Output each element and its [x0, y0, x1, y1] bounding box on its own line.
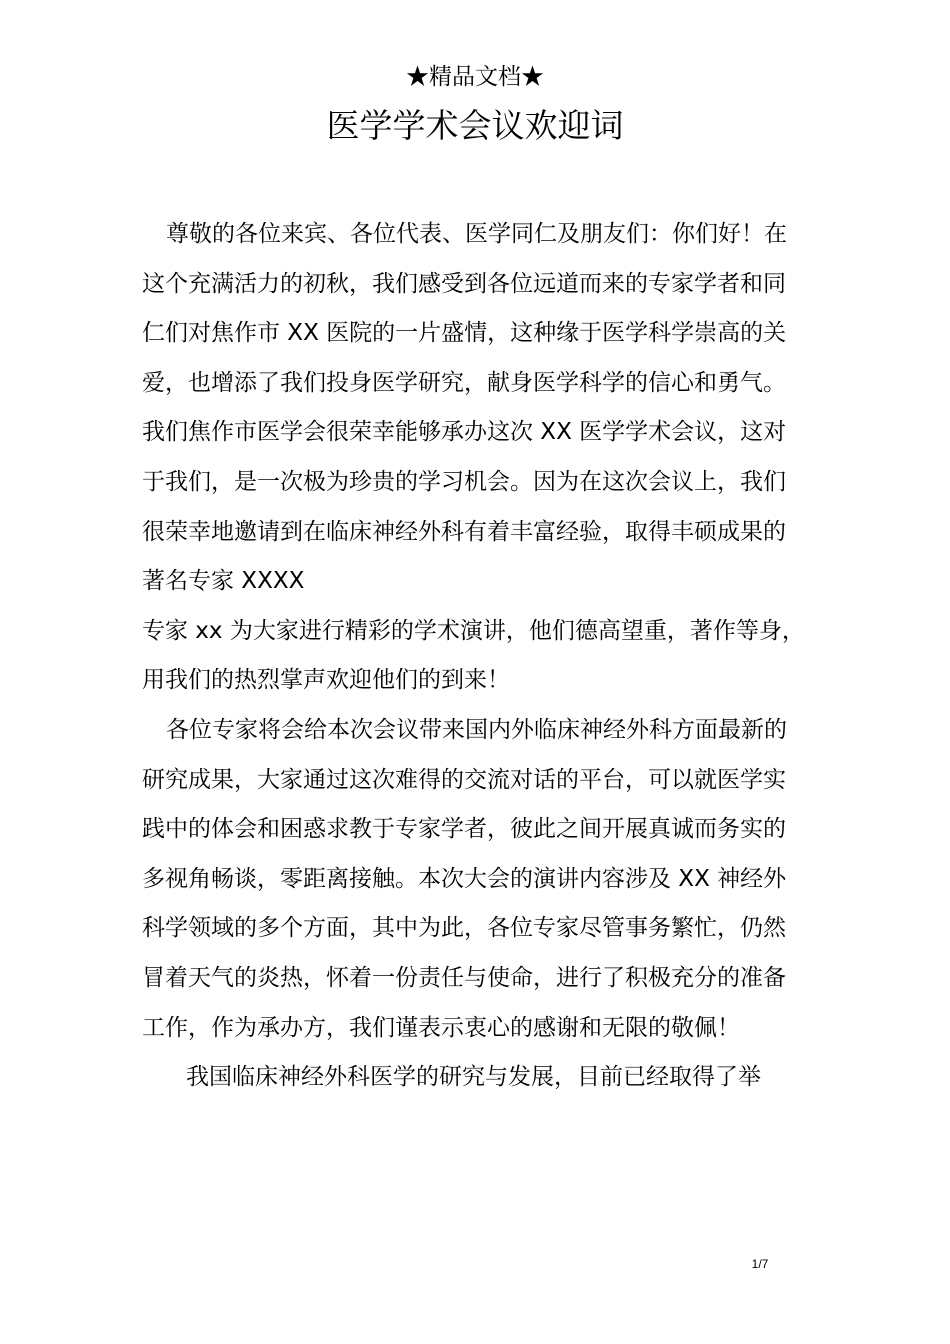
document-title: 医学学术会议欢迎词 — [326, 106, 624, 145]
body-line: 这个充满活力的初秋，我们感受到各位远道而来的专家学者和同 — [142, 270, 786, 297]
body-line: 研究成果，大家通过这次难得的交流对话的平台，可以就医学实 — [142, 766, 786, 793]
body-line: 用我们的热烈掌声欢迎他们的到来！ — [142, 667, 510, 694]
body-line: 各位专家将会给本次会议带来国内外临床神经外科方面最新的 — [166, 716, 787, 743]
body-line: 冒着天气的炎热，怀着一份责任与使命，进行了积极充分的准备 — [142, 964, 786, 991]
body-line: 仁们对焦作市 XX 医院的一片盛情，这种缘于医学科学崇高的关 — [142, 320, 787, 347]
body-line: 我国临床神经外科医学的研究与发展，目前已经取得了举 — [186, 1064, 761, 1091]
body-line: 多视角畅谈，零距离接触。本次大会的演讲内容涉及 XX 神经外 — [142, 865, 787, 892]
document-body — [142, 210, 832, 1103]
body-line: 科学领域的多个方面，其中为此，各位专家尽管事务繁忙，仍然 — [142, 915, 786, 942]
body-line: 著名专家 XXXX — [142, 568, 305, 595]
header-mark: ★精品文档★ — [406, 64, 544, 90]
body-line: 爱，也增添了我们投身医学研究，献身医学科学的信心和勇气。 — [142, 369, 786, 396]
body-line: 践中的体会和困惑求教于专家学者，彼此之间开展真诚而务实的 — [142, 816, 786, 843]
body-line: 很荣幸地邀请到在临床神经外科有着丰富经验，取得丰硕成果的 — [142, 518, 786, 545]
body-line: 尊敬的各位来宾、各位代表、医学同仁及朋友们：你们好！在 — [166, 221, 787, 247]
page-number: 1/7 — [751, 1257, 769, 1271]
body-line: 我们焦作市医学会很荣幸能够承办这次 XX 医学学术会议，这对 — [142, 419, 787, 446]
body-line: 于我们，是一次极为珍贵的学习机会。因为在这次会议上，我们 — [142, 468, 786, 495]
body-line: 专家 xx 为大家进行精彩的学术演讲，他们德高望重，著作等身， — [142, 617, 805, 644]
body-line: 工作，作为承办方，我们谨表示衷心的感谢和无限的敬佩！ — [142, 1014, 740, 1041]
